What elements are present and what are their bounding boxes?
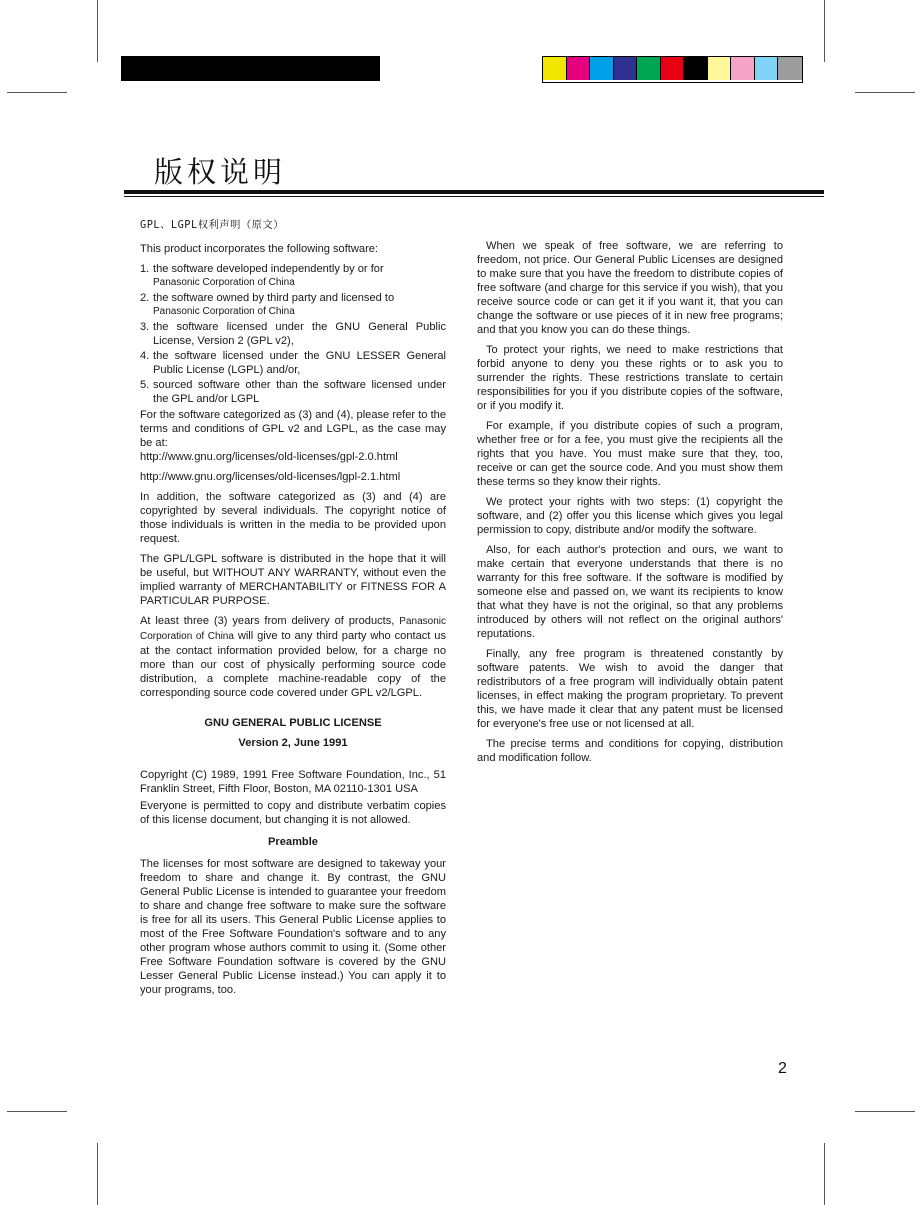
lgpl-url: http://www.gnu.org/licenses/old-licenses/lgpl-2.1.html	[140, 471, 401, 483]
color-swatch	[755, 57, 779, 80]
color-swatch	[731, 57, 755, 80]
header-black-bar	[121, 56, 380, 81]
color-swatch	[708, 57, 732, 80]
crop-mark	[97, 1143, 98, 1205]
intro-paragraph: This product incorporates the following software:	[140, 243, 379, 255]
delivery-company: Panasonic Corporation of China	[140, 616, 446, 642]
list-item	[140, 378, 446, 406]
list-number: 2.	[140, 292, 150, 304]
paragraph-protect-rights: To protect your rights, we need to make restrictions that forbid anyone to deny you these rights or to ask you to surrender the rights. These restrictions translate to certain responsibilities for you if you distribute copies of the software, or if you modify it.	[477, 344, 783, 412]
list-number: 4.	[140, 350, 150, 362]
crop-mark	[7, 92, 67, 93]
color-swatch	[567, 57, 591, 80]
list-item	[140, 320, 446, 348]
color-swatch	[590, 57, 614, 80]
list-text: the software developed independently by or for	[153, 263, 384, 275]
crop-mark	[855, 92, 915, 93]
page-number: 2	[778, 1060, 787, 1077]
software-list	[140, 262, 446, 406]
color-swatch	[661, 57, 685, 80]
preamble-title: Preamble	[268, 836, 318, 848]
paragraph-patents: Finally, any free program is threatened constantly by software patents. We wish to avoid the danger that redistributors of a free program will individually obtain patent licenses, in effect making the program proprietary. To prevent this, we have made it clear that any patent must be licensed for everyone's free use or not licensed at all.	[477, 648, 783, 730]
list-text: sourced software other than the software licensed under the GPL and/or LGPL	[153, 379, 446, 405]
color-swatch	[778, 57, 802, 80]
license-version: Version 2, June 1991	[238, 737, 348, 749]
page-title: 版权说明	[154, 155, 287, 189]
paragraph-terms-follow: The precise terms and conditions for copying, distribution and modification follow.	[477, 738, 783, 764]
color-swatch	[614, 57, 638, 80]
title-rule	[124, 190, 824, 194]
paragraph-author-protection: Also, for each author's protection and ours, we want to make certain that everyone understands that there is no warranty for this free software. If the software is modified by someone else and passed on, we want its recipients to know that what they have is not the original, so that any problems introduced by others will not reflect on the original authors' reputations.	[477, 544, 783, 640]
license-title: GNU GENERAL PUBLIC LICENSE	[204, 717, 382, 729]
list-number: 1.	[140, 263, 150, 275]
copyright-line: Copyright (C) 1989, 1991 Free Software Foundation, Inc., 51 Franklin Street, Fifth Floor, Boston, MA 02110-1301 USA	[140, 769, 446, 795]
list-text: the software licensed under the GNU LESSER General Public License (LGPL) and/or,	[153, 350, 446, 376]
paragraph-free-software: When we speak of free software, we are referring to freedom, not price. Our General Public Licenses are designed to make sure that you have the freedom to distribute copies of free software (and charge for this service if you wish), that you receive source code or can get it if you want it, that you can change the software or use pieces of it in new free programs; and that you know you can do these things.	[477, 240, 783, 336]
list-item	[140, 262, 446, 290]
preamble-paragraph: The licenses for most software are designed to takeway your freedom to share and change it. By contrast, the GNU General Public License is intended to guarantee your freedom to share and change free software to make sure the software is free for all its users. This General Public License applies to most of the Free Software Foundation's software and to any other program whose authors commit to using it. (Some other Free Software Foundation software is covered by the GNU Lesser General Public License instead.) You can apply it to your programs, too.	[140, 858, 446, 996]
list-item	[140, 291, 446, 319]
right-column	[477, 239, 783, 771]
list-company: Panasonic Corporation of China	[153, 306, 295, 317]
paragraph-two-steps: We protect your rights with two steps: (1) copyright the software, and (2) offer you this license which gives you legal permission to copy, distribute and/or modify the software.	[477, 496, 783, 536]
color-swatch	[637, 57, 661, 80]
warranty-paragraph: The GPL/LGPL software is distributed in the hope that it will be useful, but WITHOUT ANY WARRANTY, without even the implied warranty of MERCHANTABILITY or FITNESS FOR A PARTICULAR PURPOSE.	[140, 553, 446, 607]
crop-mark	[7, 1111, 67, 1112]
list-company: Panasonic Corporation of China	[153, 277, 295, 288]
copyright-paragraph: In addition, the software categorized as (3) and (4) are copyrighted by several individuals. The copyright notice of those individuals is written in the media to be provided upon request.	[140, 491, 446, 545]
gpl-url: http://www.gnu.org/licenses/old-licenses/gpl-2.0.html	[140, 451, 398, 463]
list-number: 5.	[140, 379, 150, 391]
delivery-text-a: At least three (3) years from delivery of products,	[140, 615, 395, 627]
crop-mark	[97, 0, 98, 62]
delivery-text-b: will give to any third party who contact us at the contact information provided below, for a charge no more than our cost of physically performing source code distribution, a complete machine-readable copy of the corresponding source code covered under GPL v2/LGPL.	[140, 630, 446, 699]
title-rule-thin	[124, 196, 824, 197]
section-heading: GPL、LGPL权利声明（原文）	[140, 219, 285, 231]
terms-paragraph: For the software categorized as (3) and (4), please refer to the terms and conditions of GPL v2 and LGPL, as the case may be at:	[140, 409, 446, 449]
list-text: the software owned by third party and licensed to	[153, 292, 395, 304]
color-swatch-bar	[542, 56, 803, 83]
color-swatch	[684, 57, 708, 80]
list-number: 3.	[140, 321, 150, 333]
color-swatch	[543, 57, 567, 80]
verbatim-paragraph: Everyone is permitted to copy and distribute verbatim copies of this license document, but changing it is not allowed.	[140, 800, 446, 826]
delivery-paragraph	[140, 614, 446, 700]
crop-mark	[824, 0, 825, 62]
list-text: the software licensed under the GNU General Public License, Version 2 (GPL v2),	[153, 321, 446, 347]
crop-mark	[824, 1143, 825, 1205]
crop-mark	[855, 1111, 915, 1112]
paragraph-example: For example, if you distribute copies of such a program, whether free or for a fee, you must give the recipients all the rights that you have. You must make sure that they, too, receive or can get the source code. And you must show them these terms so they know their rights.	[477, 420, 783, 488]
list-item	[140, 349, 446, 377]
left-column	[140, 218, 446, 1003]
